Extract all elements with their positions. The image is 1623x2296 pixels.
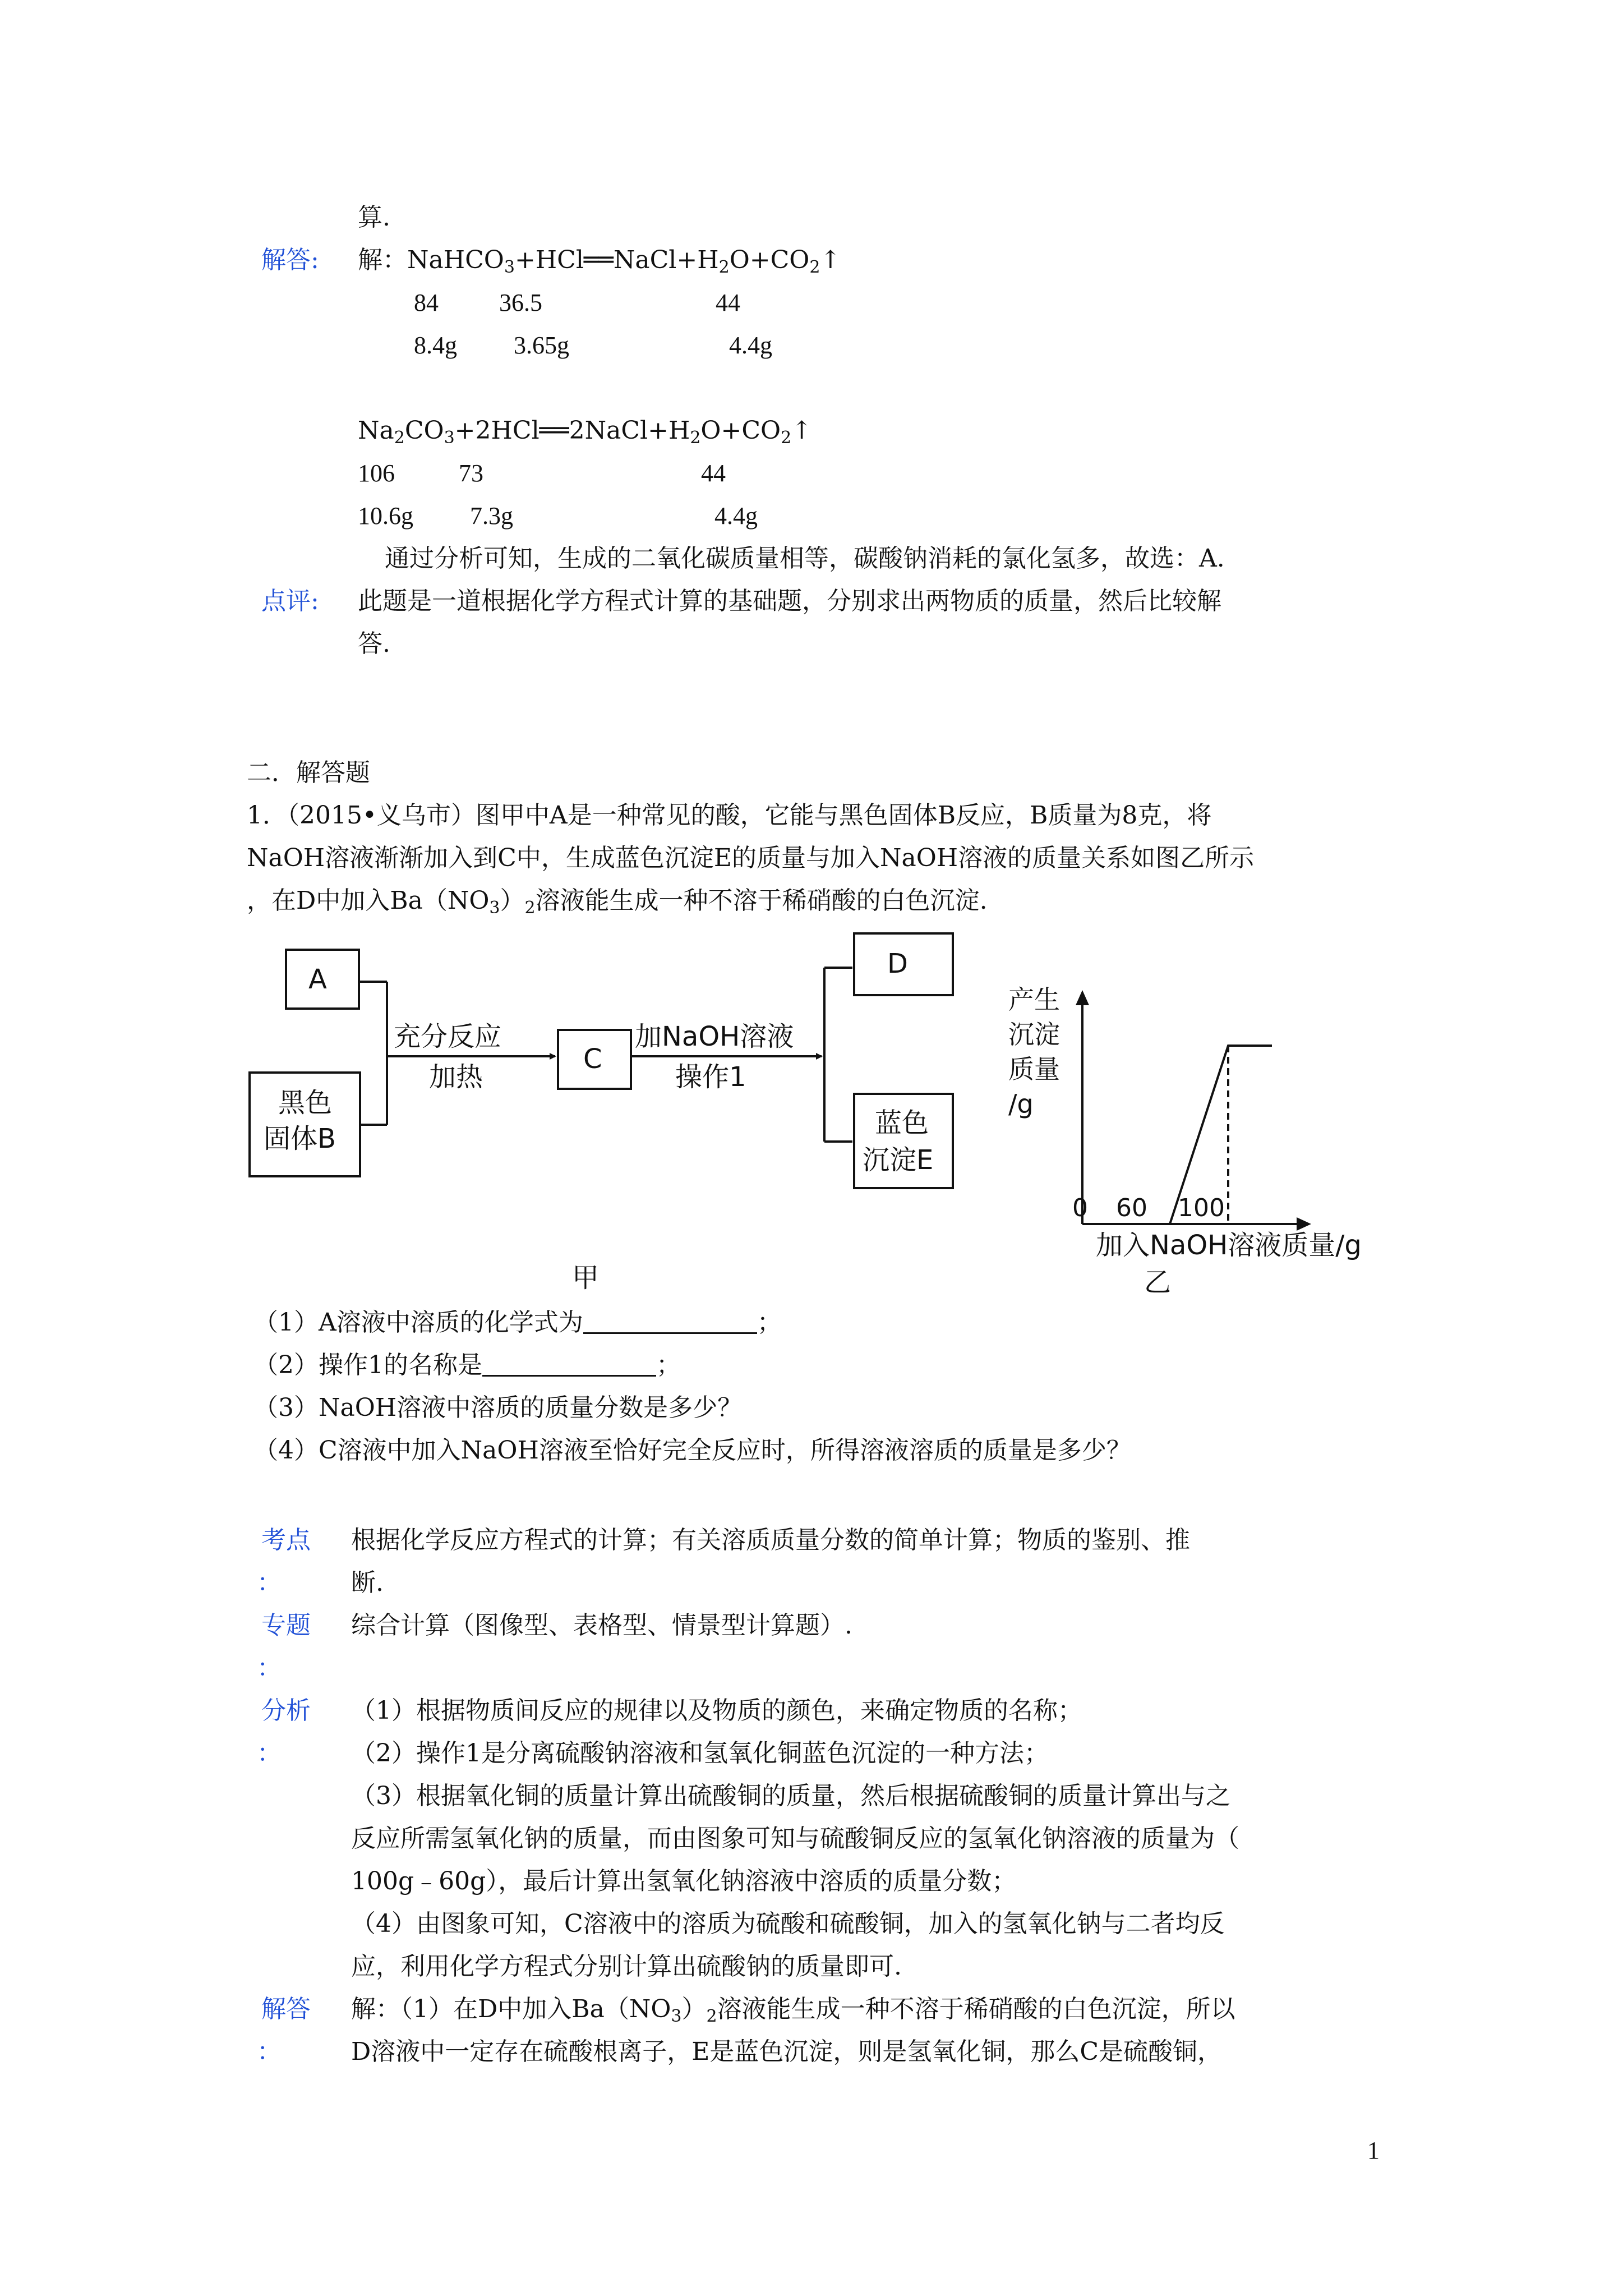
comment-line-1: 此题是一道根据化学方程式计算的基础题，分别求出两物质的质量，然后比较解 [358, 587, 1221, 615]
eq1-row1-b: 36.5 [499, 289, 542, 316]
kaodian-line-1: 根据化学反应方程式的计算；有关溶质质量分数的简单计算；物质的鉴别、推 [351, 1526, 1190, 1554]
y-axis-label-4: /g [1008, 1089, 1034, 1119]
eq1-row2-a: 8.4g [414, 332, 457, 359]
eq2-row2-b: 7.3g [470, 502, 513, 530]
section-title: 二．解答题 [247, 758, 370, 787]
zhuanti-label: 专题 [261, 1611, 311, 1640]
eq1-row1-a: 84 [414, 289, 439, 316]
eq1-row2-b: 3.65g [514, 332, 569, 359]
fenxi-line-4: 反应所需氢氧化钠的质量，而由图象可知与硫酸铜反应的氢氧化钠溶液的质量为（ [351, 1824, 1239, 1853]
eq2-row1-a: 106 [358, 459, 395, 487]
y-axis-label-1: 产生 [1008, 984, 1060, 1015]
text-line: 算. [358, 203, 390, 232]
jieda-colon: ： [257, 2037, 282, 2066]
arrow2-label-bottom: 操作1 [675, 1061, 746, 1093]
fenxi-line-2: （2）操作1是分离硫酸钠溶液和氢氧化铜蓝色沉淀的一种方法； [351, 1739, 1049, 1768]
kaodian-label: 考点 [261, 1526, 311, 1554]
box-e-label-1: 蓝色 [875, 1107, 929, 1139]
eq1-row2-c: 4.4g [729, 332, 772, 359]
diagram-caption: 甲 [572, 1262, 600, 1294]
sub-question-3: （3）NaOH溶液中溶质的质量分数是多少？ [253, 1393, 743, 1422]
y-axis-label-3: 质量 [1008, 1054, 1060, 1084]
question-text-3: ，在D中加入$Ba(NO_3)_2$溶液能生成一种不溶于稀硝酸的白色沉淀. [247, 886, 988, 918]
fenxi-label: 分析 [261, 1696, 311, 1725]
fenxi-line-7: 应，利用化学方程式分别计算出硫酸钠的质量即可. [351, 1952, 902, 1981]
jieda-line-2: D溶液中一定存在硫酸根离子，E是蓝色沉淀，则是氢氧化铜，那么C是硫酸铜， [351, 2037, 1223, 2066]
jieda-line-1: 解：（1）在D中加入$Ba(NO_3)_2$溶液能生成一种不溶于稀硝酸的白色沉淀，所以 [351, 1995, 1235, 2026]
box-c-label: C [583, 1043, 602, 1075]
fenxi-colon: ： [257, 1739, 282, 1768]
comment-line-2: 答. [358, 629, 390, 658]
chart-caption: 乙 [1144, 1267, 1172, 1298]
x-tick-60: 60 [1116, 1194, 1147, 1222]
box-b-label-2: 固体B [264, 1123, 336, 1154]
box-e-label-2: 沉淀E [863, 1144, 934, 1176]
fenxi-line-6: （4）由图象可知，C溶液中的溶质为硫酸和硫酸铜，加入的氢氧化钠与二者均反 [351, 1910, 1225, 1938]
x-axis-label: 加入NaOH溶液质量/g [1096, 1230, 1362, 1261]
answer-blank-2[interactable] [482, 1352, 656, 1377]
zhuanti-text: 综合计算（图像型、表格型、情景型计算题）. [351, 1611, 852, 1640]
sub-question-1: （1）A溶液中溶质的化学式为 ； [253, 1308, 782, 1337]
page-number: 1 [1367, 2137, 1380, 2164]
y-axis-label-2: 沉淀 [1008, 1019, 1060, 1050]
eq2-row1-c: 44 [701, 459, 726, 487]
fenxi-line-1: （1）根据物质间反应的规律以及物质的颜色，来确定物质的名称； [351, 1696, 1082, 1725]
box-a-label: A [308, 964, 327, 995]
x-tick-100: 100 [1178, 1194, 1225, 1222]
question-text-2: NaOH溶液渐渐加入到C中，生成蓝色沉淀E的质量与加入NaOH溶液的质量关系如图乙所示 [247, 844, 1255, 872]
box-d-label: D [887, 948, 908, 979]
box-b-label-1: 黑色 [278, 1087, 333, 1119]
jieda-label: 解答 [261, 1995, 311, 2023]
comment-label: 点评: [261, 587, 319, 615]
eq2-row2-c: 4.4g [714, 502, 758, 530]
question-text-1: 1．（2015•义乌市）图甲中A是一种常见的酸，它能与黑色固体B反应，B质量为8克，将 [247, 801, 1212, 830]
arrow2-label-top: 加NaOH溶液 [635, 1021, 794, 1052]
zhuanti-colon: ： [257, 1654, 282, 1682]
x-tick-0: 0 [1072, 1194, 1088, 1222]
sub-question-2: （2）操作1的名称是 ； [253, 1351, 681, 1379]
eq2-row2-a: 10.6g [358, 502, 413, 530]
sub-question-4: （4）C溶液中加入NaOH溶液至恰好完全反应时，所得溶液溶质的质量是多少？ [253, 1436, 1131, 1465]
answer-blank-1[interactable] [583, 1310, 757, 1334]
conclusion: 通过分析可知，生成的二氧化碳质量相等，碳酸钠消耗的氯化氢多，故选：A. [385, 544, 1225, 573]
fenxi-line-3: （3）根据氧化铜的质量计算出硫酸铜的质量，然后根据硫酸铜的质量计算出与之 [351, 1782, 1230, 1810]
kaodian-colon: ： [257, 1568, 282, 1597]
equation-1: 解：$NaHCO_3+HCl══NaCl+H_2O+CO_2↑$ [358, 246, 841, 277]
arrow1-label-top: 充分反应 [394, 1021, 502, 1052]
equation-2: $Na_2CO_3+2HCl══2NaCl+H_2O+CO_2↑$ [358, 416, 813, 448]
eq1-row1-c: 44 [716, 289, 740, 316]
kaodian-line-2: 断. [351, 1568, 384, 1597]
arrow1-label-bottom: 加热 [429, 1061, 483, 1093]
eq2-row1-b: 73 [459, 459, 483, 487]
answer-label: 解答: [261, 246, 319, 274]
fenxi-line-5: 100g﹣60g），最后计算出氢氧化钠溶液中溶质的质量分数； [351, 1867, 1017, 1895]
